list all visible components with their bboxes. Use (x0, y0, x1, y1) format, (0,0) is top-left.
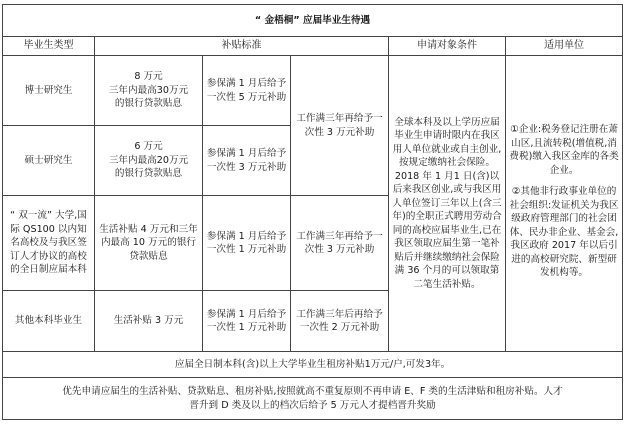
graduate-type-cell: 硕士研究生 (3, 126, 95, 196)
three-year-bonus-cell: 工作满三年再给予一次性 3 万元补助 (291, 56, 389, 196)
graduate-type-cell: 其他本科毕业生 (3, 291, 95, 352)
header-conditions: 申请对象条件 (389, 37, 506, 56)
insurance-bonus-cell: 参保满 1 月后给予一次性 1 万元补助 (203, 196, 291, 291)
rent-subsidy-row: 应届全日制本科(含)以上大学毕业生租房补贴1万元/户,可发3年。 (3, 352, 623, 378)
subsidy-line: 三年内最高30万元 (108, 84, 189, 96)
graduate-type-cell: “ 双一流” 大学,国际 QS100 以内知名高校及与我区签订人才协议的高校的全日制应届本科 (3, 196, 95, 291)
insurance-bonus-cell: 参保满 1 月后给予一次性 3 万元补助 (203, 126, 291, 196)
subsidy-amount-cell (95, 126, 203, 196)
header-applicable-units: 适用单位 (506, 37, 623, 56)
subsidy-line: 的银行贷款贴息 (114, 168, 183, 180)
note-line: 晋升到 D 类及以上的档次后给予 5 万元人才提档晋升奖励 (189, 399, 436, 411)
header-subsidy-standard: 补贴标准 (95, 37, 389, 56)
insurance-bonus-cell: 参保满 1 月后给予一次性 5 万元补助 (203, 56, 291, 126)
conditions-cell: 全球本科及以上学历应届毕业生申请时限内在我区用人单位就业或自主创业,按规定缴纳社会保险。2018 年 1 月1 日(含)以后来我区创业,或与我区用人单位签订三年以上(含三年)的全职正式聘用劳动合同的高校应届毕业生,已在我区领取应届生第一笔补贴后并继续缴纳社会保险满 36 个月的可以领取第二笔生活补贴。 (389, 56, 506, 352)
graduate-benefits-table (2, 4, 623, 420)
subsidy-amount-cell: 生活补贴 3 万元 (95, 291, 203, 352)
graduate-type-cell: 博士研究生 (3, 56, 95, 126)
unit-item-social-org: ②其他非行政事业单位的社会组织:发证机关为我区级政府管理部门的社会团体、民办非企业、基金会,我区政府 2017 年以后引进的高校研究院、新型研发机构等。 (509, 186, 619, 279)
subsidy-amount-cell (95, 56, 203, 126)
note-line: 优先申请应届生的生活补贴、贷款贴息、租房补贴,按照就高不重复原则不再申请 E、F 类的生活津贴和租房补贴。人才 (62, 386, 563, 397)
priority-note-row (3, 378, 623, 420)
subsidy-line: 的银行贷款贴息 (114, 98, 183, 110)
subsidy-line: 8 万元 (134, 71, 163, 83)
three-year-bonus-cell: 工作满三年后再给予一次性 2 万元补助 (291, 291, 389, 352)
subsidy-line: 6 万元 (134, 141, 163, 153)
table-title: “ 金梧桐” 应届毕业生待遇 (3, 5, 623, 37)
unit-item-enterprise: ①企业:税务登记注册在萧山区,且流转税(增值税,消费税)缴入我区金库的各类企业。 (509, 124, 619, 176)
table-row (3, 56, 623, 126)
subsidy-line: 三年内最高20万元 (108, 154, 189, 166)
header-graduate-type: 毕业生类型 (3, 37, 95, 56)
insurance-bonus-cell: 参保满 1 月后给予一次性 1 万元补助 (203, 291, 291, 352)
units-cell (506, 56, 623, 352)
subsidy-amount-cell: 生活补贴 4 万元和三年内最高 10 万元的银行贷款贴息 (95, 196, 203, 291)
three-year-bonus-cell: 工作满三年再给予一次性 3 万元补助 (291, 196, 389, 291)
